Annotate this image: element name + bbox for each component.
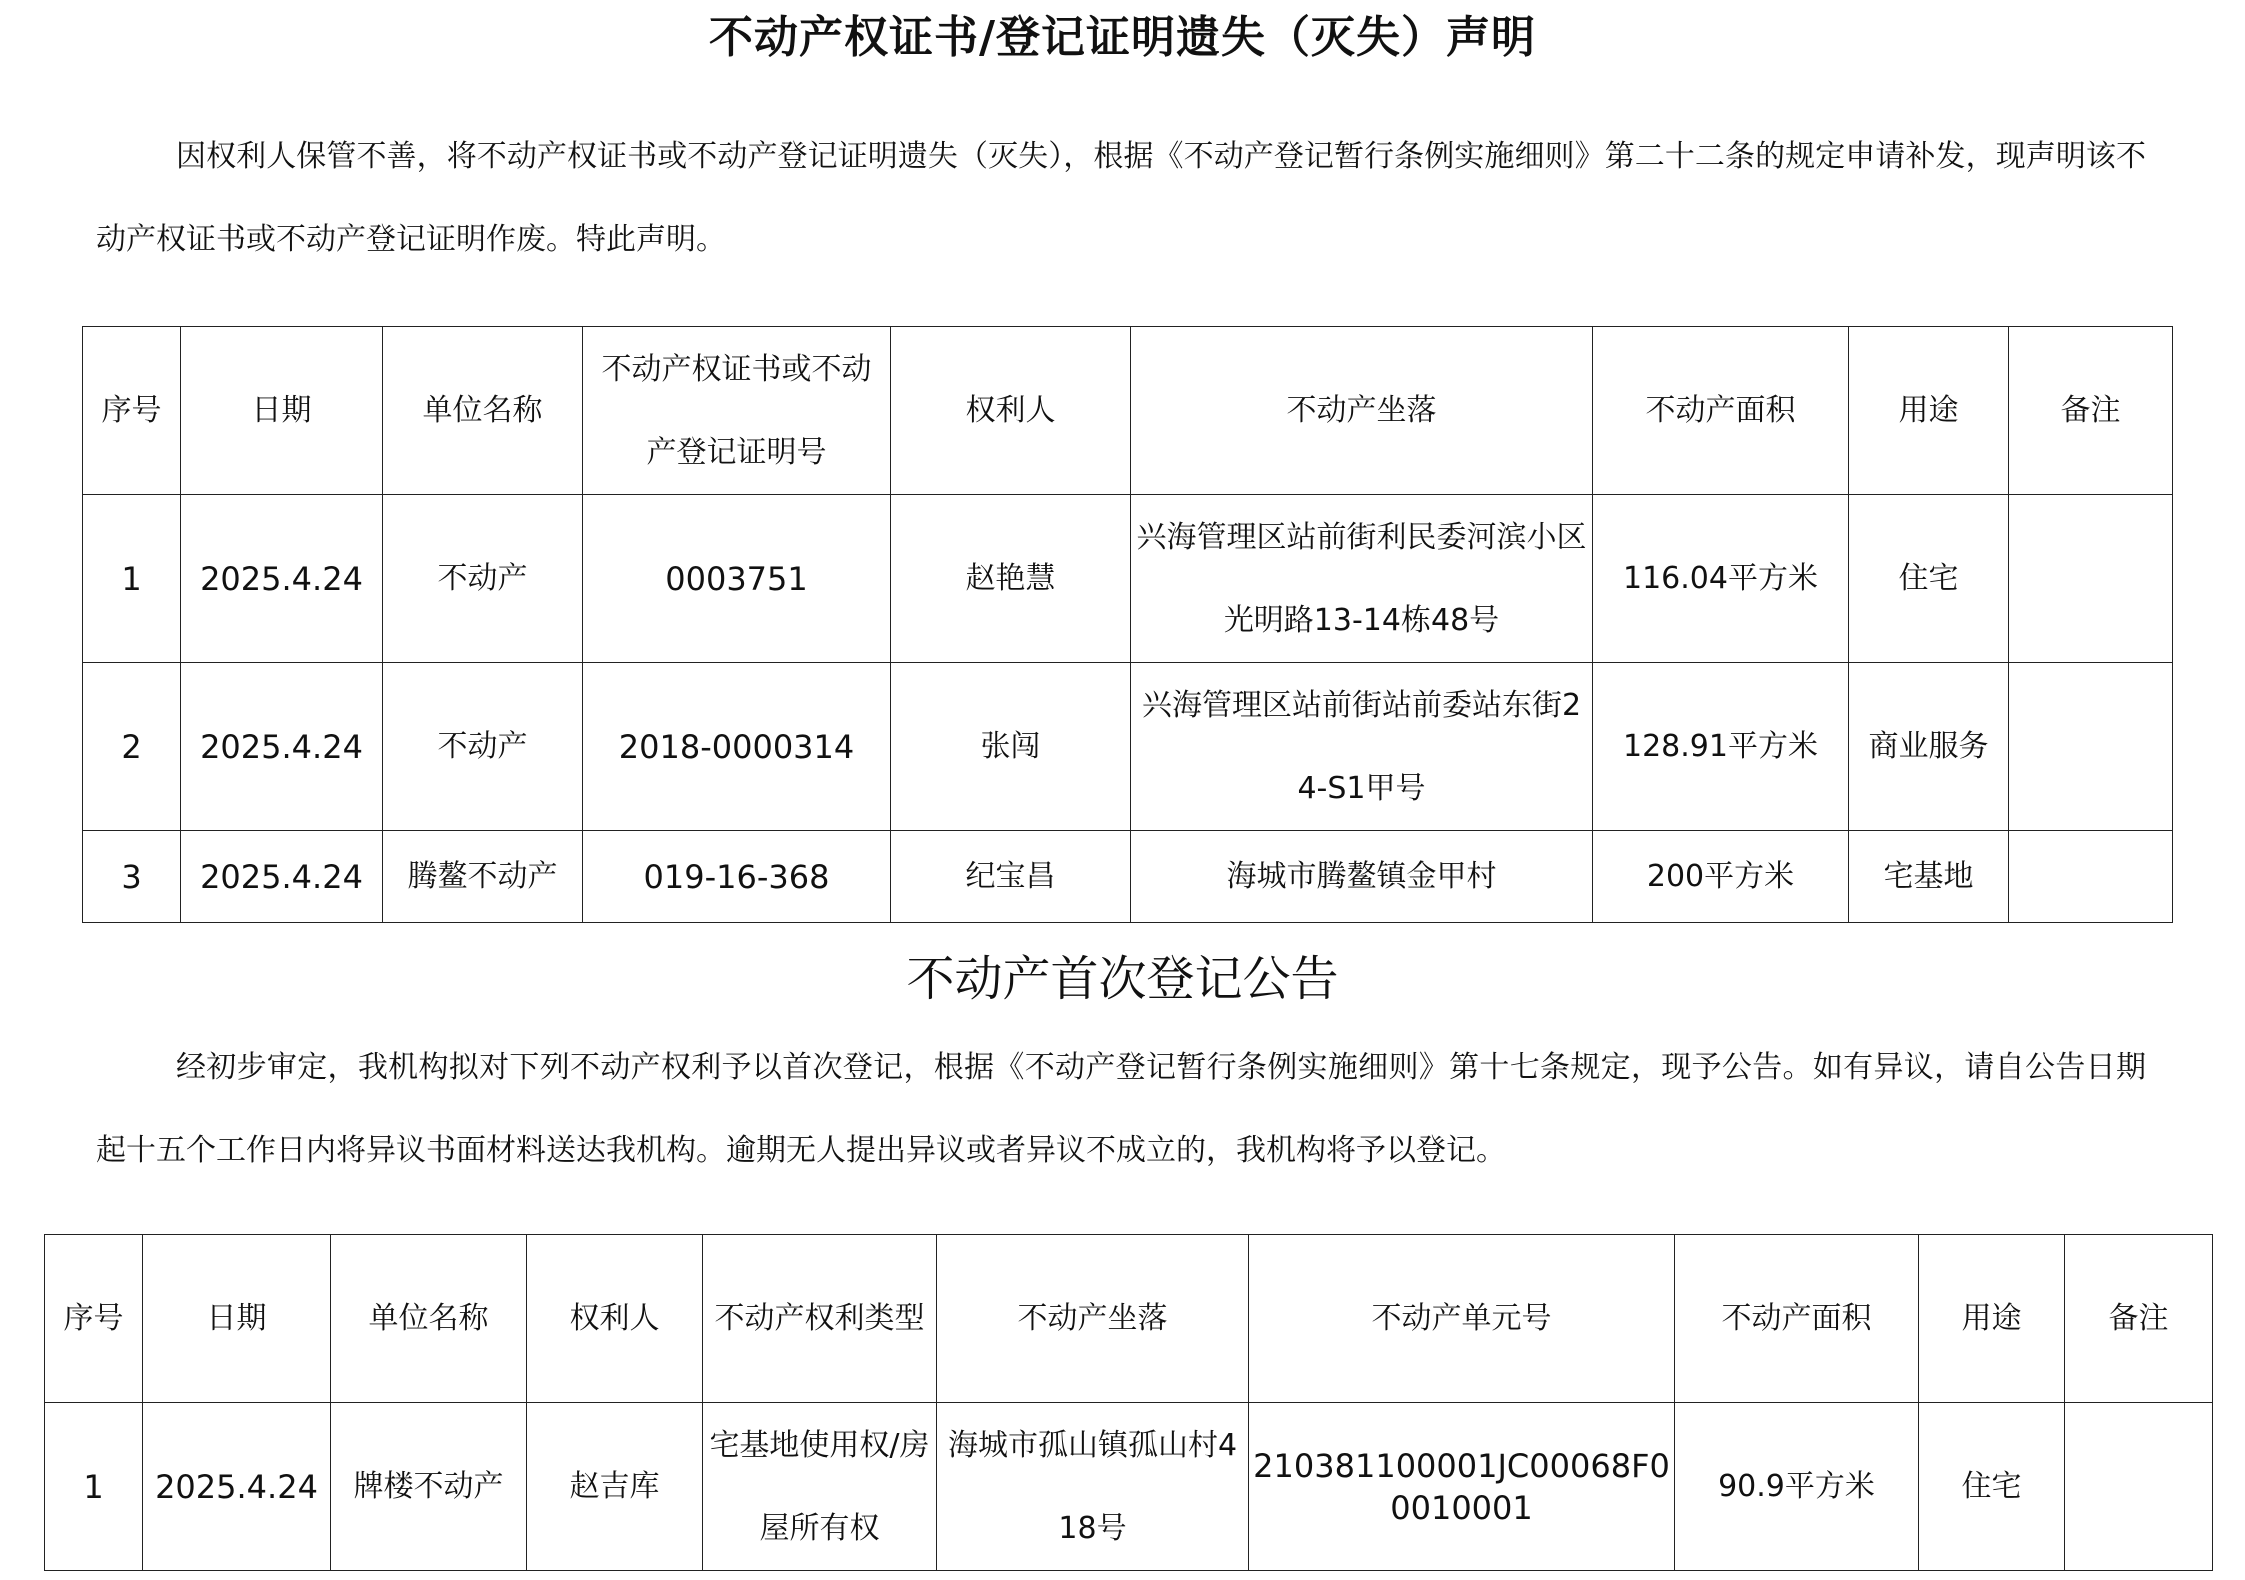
cell-usage: 商业服务	[1849, 663, 2009, 831]
cell-certificate-no: 019-16-368	[583, 831, 891, 923]
declaration-title: 不动产权证书/登记证明遗失（灭失）声明	[708, 12, 1537, 63]
header-cell: 用途	[1919, 1235, 2065, 1403]
cell-date: 2025.4.24	[181, 495, 383, 663]
cell-usage: 住宅	[1919, 1403, 2065, 1571]
cell-usage: 住宅	[1849, 495, 2009, 663]
header-cell: 单位名称	[383, 327, 583, 495]
table-header-row	[45, 1235, 2213, 1403]
header-cell: 备注	[2009, 327, 2173, 495]
header-cell: 日期	[143, 1235, 331, 1403]
header-cell: 不动产坐落	[937, 1235, 1249, 1403]
cell-owner: 赵艳慧	[891, 495, 1131, 663]
cell-usage: 宅基地	[1849, 831, 2009, 923]
cell-unit: 牌楼不动产	[331, 1403, 527, 1571]
cell-unit: 不动产	[383, 495, 583, 663]
header-cell: 日期	[181, 327, 383, 495]
table-header-row	[83, 327, 2173, 495]
header-cell: 用途	[1849, 327, 2009, 495]
table-row	[83, 663, 2173, 831]
header-cell: 单位名称	[331, 1235, 527, 1403]
cell-unit: 不动产	[383, 663, 583, 831]
header-cell: 序号	[83, 327, 181, 495]
cell-unit: 腾鳌不动产	[383, 831, 583, 923]
cell-remark	[2009, 831, 2173, 923]
announcement-title: 不动产首次登记公告	[906, 951, 1339, 1007]
cell-right-type: 宅基地使用权/房屋所有权	[703, 1403, 937, 1571]
header-cell: 不动产权证书或不动产登记证明号	[583, 327, 891, 495]
cell-area: 200平方米	[1593, 831, 1849, 923]
cell-owner: 纪宝昌	[891, 831, 1131, 923]
cell-area: 128.91平方米	[1593, 663, 1849, 831]
cell-owner: 赵吉库	[527, 1403, 703, 1571]
cell-remark	[2065, 1403, 2213, 1571]
cell-certificate-no: 2018-0000314	[583, 663, 891, 831]
header-cell: 权利人	[891, 327, 1131, 495]
header-cell: 不动产单元号	[1249, 1235, 1675, 1403]
announcement-paragraph: 经初步审定，我机构拟对下列不动产权利予以首次登记，根据《不动产登记暂行条例实施细则》第十七条规定，现予公告。如有异议，请自公告日期起十五个工作日内将异议书面材料送达我机构。逾期无人提出异议或者异议不成立的，我机构将予以登记。	[96, 1050, 2146, 1168]
cell-remark	[2009, 663, 2173, 831]
cell-index: 2	[83, 663, 181, 831]
cell-index: 1	[45, 1403, 143, 1571]
declaration-table	[82, 326, 2173, 923]
header-cell: 权利人	[527, 1235, 703, 1403]
announcement-table	[44, 1234, 2213, 1571]
table-row	[83, 495, 2173, 663]
header-cell: 不动产面积	[1675, 1235, 1919, 1403]
cell-location: 兴海管理区站前街站前委站东街24-S1甲号	[1131, 663, 1593, 831]
table-row	[83, 831, 2173, 923]
cell-unit-number: 210381100001JC00068F00010001	[1249, 1403, 1675, 1571]
declaration-paragraph: 因权利人保管不善，将不动产权证书或不动产登记证明遗失（灭失），根据《不动产登记暂行条例实施细则》第二十二条的规定申请补发，现声明该不动产权证书或不动产登记证明作废。特此声明。	[96, 139, 2146, 257]
cell-owner: 张闯	[891, 663, 1131, 831]
table-row	[45, 1403, 2213, 1571]
cell-date: 2025.4.24	[181, 831, 383, 923]
cell-index: 1	[83, 495, 181, 663]
cell-location: 兴海管理区站前街利民委河滨小区光明路13-14栋48号	[1131, 495, 1593, 663]
cell-area: 116.04平方米	[1593, 495, 1849, 663]
header-cell: 不动产坐落	[1131, 327, 1593, 495]
cell-certificate-no: 0003751	[583, 495, 891, 663]
cell-location: 海城市孤山镇孤山村418号	[937, 1403, 1249, 1571]
cell-location: 海城市腾鳌镇金甲村	[1131, 831, 1593, 923]
cell-date: 2025.4.24	[143, 1403, 331, 1571]
cell-remark	[2009, 495, 2173, 663]
cell-index: 3	[83, 831, 181, 923]
header-cell: 不动产面积	[1593, 327, 1849, 495]
cell-date: 2025.4.24	[181, 663, 383, 831]
header-cell: 不动产权利类型	[703, 1235, 937, 1403]
header-cell: 序号	[45, 1235, 143, 1403]
cell-area: 90.9平方米	[1675, 1403, 1919, 1571]
header-cell: 备注	[2065, 1235, 2213, 1403]
